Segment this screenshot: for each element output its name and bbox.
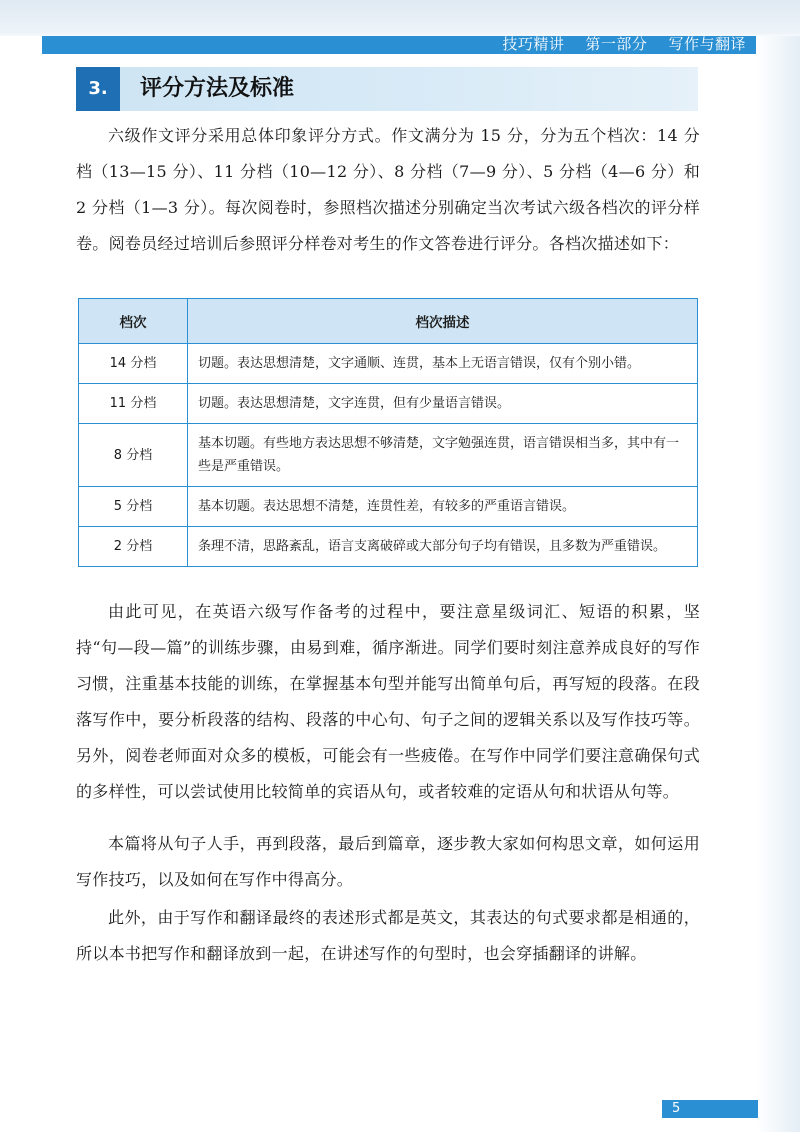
plan-paragraph: 本篇将从句子人手，再到段落，最后到篇章，逐步教大家如何构思文章，如何运用写作技巧，以及如何在写作中得高分。 [76, 834, 700, 889]
row-description: 切题。表达思想清楚，文字连贯，但有少量语言错误。 [188, 384, 698, 424]
section-title: 评分方法及标准 [140, 76, 295, 101]
row-level: 14 分档 [79, 344, 188, 384]
header-description: 档次描述 [188, 299, 698, 344]
table-header-row [79, 299, 698, 344]
header-breadcrumb: 技巧精讲 第一部分 写作与翻译 [502, 35, 746, 53]
page-number-bar [662, 1100, 758, 1118]
note-paragraph: 此外，由于写作和翻译最终的表述形式都是英文，其表达的句式要求都是相通的，所以本书把写作和翻译放到一起，在讲述写作的句型时，也会穿插翻译的讲解。 [76, 908, 700, 963]
section-number: 3. [76, 67, 120, 111]
top-decorative-strip [0, 0, 800, 34]
table-row [79, 344, 698, 384]
advice-paragraph: 由此可见，在英语六级写作备考的过程中，要注意星级词汇、短语的积累，坚持“句—段—篇”的训练步骤，由易到难，循序渐进。同学们要时刻注意养成良好的写作习惯，注重基本技能的训练，在掌握基本句型并能写出简单句后，再写短的段落。在段落写作中，要分析段落的结构、段落的中心句、句子之间的逻辑关系以及写作技巧等。另外，阅卷老师面对众多的模板，可能会有一些疲倦。在写作中同学们要注意确保句式的多样性，可以尝试使用比较简单的宾语从句，或者较难的定语从句和状语从句等。 [76, 602, 700, 801]
section-heading [76, 67, 698, 111]
row-description: 切题。表达思想清楚，文字通顺、连贯，基本上无语言错误，仅有个别小错。 [188, 344, 698, 384]
right-edge-decoration [756, 36, 800, 1132]
scoring-table [78, 298, 698, 567]
row-description: 基本切题。表达思想不清楚，连贯性差，有较多的严重语言错误。 [188, 487, 698, 527]
table-row [79, 487, 698, 527]
header-level: 档次 [79, 299, 188, 344]
row-level: 2 分档 [79, 527, 188, 567]
page-number: 5 [672, 1101, 681, 1116]
row-level: 5 分档 [79, 487, 188, 527]
row-level: 8 分档 [79, 424, 188, 487]
row-description: 基本切题。有些地方表达思想不够清楚，文字勉强连贯，语言错误相当多，其中有一些是严重错误。 [188, 424, 698, 487]
row-level: 11 分档 [79, 384, 188, 424]
table-row [79, 527, 698, 567]
row-description: 条理不清，思路紊乱，语言支离破碎或大部分句子均有错误，且多数为严重错误。 [188, 527, 698, 567]
intro-paragraph: 六级作文评分采用总体印象评分方式。作文满分为 15 分，分为五个档次：14 分档（13—15 分）、11 分档（10—12 分）、8 分档（7—9 分）、5 分档（4—6 分）和 2 分档（1—3 分）。每次阅卷时，参照档次描述分别确定当次考试六级各档次的评分样卷。阅卷员经过培训后参照评分样卷对考生的作文答卷进行评分。各档次描述如下： [76, 126, 700, 253]
table-row [79, 424, 698, 487]
table-row [79, 384, 698, 424]
